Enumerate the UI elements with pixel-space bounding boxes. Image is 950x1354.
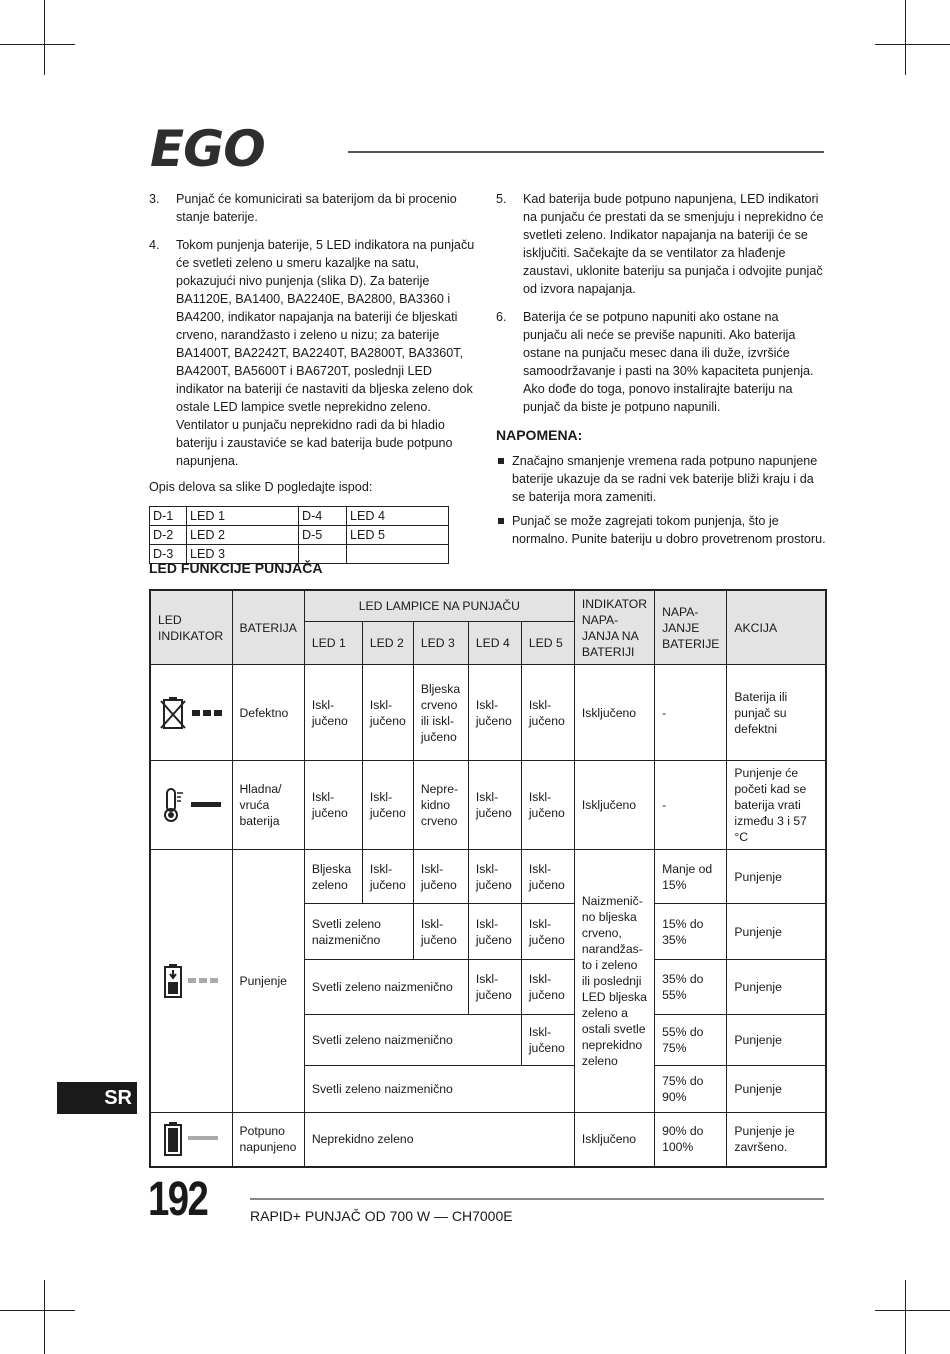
parts-table bbox=[149, 506, 449, 564]
table-cell: D-5 bbox=[299, 526, 347, 545]
gray-dashed-bar-icon bbox=[188, 978, 218, 984]
led-cell: Iskl-jučeno bbox=[304, 761, 362, 850]
battery-cell: Punjenje bbox=[232, 850, 304, 1113]
led-cell: Svetli zeleno naizmenično bbox=[304, 1015, 521, 1066]
led-cell: Iskl-jučeno bbox=[521, 904, 574, 960]
list-item bbox=[496, 190, 826, 298]
section-title: LED FUNKCIJE PUNJAČA bbox=[149, 560, 323, 576]
col-led3: LED 3 bbox=[413, 622, 468, 665]
led-cell: Iskl-jučeno bbox=[468, 665, 521, 761]
table-cell: LED 1 bbox=[187, 507, 299, 526]
table-cell bbox=[347, 545, 449, 564]
table-row bbox=[150, 665, 826, 761]
crop-mark bbox=[0, 44, 75, 45]
led-cell: Iskl-jučeno bbox=[468, 960, 521, 1015]
led-cell: Svetli zeleno naizmenično bbox=[304, 904, 413, 960]
item-number: 6. bbox=[496, 310, 507, 324]
led-cell: Iskl-jučeno bbox=[468, 761, 521, 850]
crop-mark bbox=[875, 44, 950, 45]
right-column bbox=[496, 190, 826, 554]
table-cell: LED 2 bbox=[187, 526, 299, 545]
crop-mark bbox=[905, 1280, 906, 1354]
dashed-bar-icon bbox=[192, 710, 222, 716]
action-cell: Punjenje je završeno. bbox=[727, 1113, 826, 1167]
col-led2: LED 2 bbox=[362, 622, 413, 665]
header-rule bbox=[348, 151, 824, 153]
action-cell: Punjenje bbox=[727, 904, 826, 960]
led-functions-table bbox=[149, 589, 827, 1168]
item-text: Kad baterija bude potpuno napunjena, LED indikatori na punjaču će prestati da se smenjuju i neprekidno će svetleti zeleno. Indikator napajanja na bateriji će se isključiti. Sačekajte da se ventilator za hlađenje zaustavi, uklonite bateriju sa punjača i odvojite punjač od izvora napajanja. bbox=[523, 192, 824, 296]
indicator-cell bbox=[150, 850, 232, 1113]
table-row bbox=[150, 850, 826, 904]
table-cell: LED 4 bbox=[347, 507, 449, 526]
led-cell: Iskl-jučeno bbox=[468, 904, 521, 960]
led-cell: Iskl-jučeno bbox=[362, 850, 413, 904]
action-cell: Baterija ili punjač su defektni bbox=[727, 665, 826, 761]
led-cell: Neprekidno zeleno bbox=[304, 1113, 574, 1167]
battery-cell: Hladna/ vruća baterija bbox=[232, 761, 304, 850]
battery-cell: Defektno bbox=[232, 665, 304, 761]
action-cell: Punjenje bbox=[727, 850, 826, 904]
header-row bbox=[150, 590, 826, 622]
action-cell: Punjenje bbox=[727, 1015, 826, 1066]
led-cell: Bljeska zeleno bbox=[304, 850, 362, 904]
charge-cell: 55% do 75% bbox=[655, 1015, 727, 1066]
action-cell: Punjenje bbox=[727, 960, 826, 1015]
led-cell: Iskl-jučeno bbox=[362, 665, 413, 761]
footer-title: RAPID+ PUNJAČ OD 700 W — CH7000E bbox=[250, 1208, 513, 1224]
item-number: 5. bbox=[496, 192, 507, 206]
list-item bbox=[149, 190, 477, 226]
col-action: AKCIJA bbox=[727, 590, 826, 665]
item-text: Tokom punjenja baterije, 5 LED indikatora na punjaču će svetleti zeleno u smeru kazaljke na satu, pokazujući nivo punjenja (slika D). Za baterije BA1120E, BA1400, BA2240E, BA2800, BA3360 i BA4200, indikator napajanja na bateriji će bljeskati crveno, narandžasto i zeleno u nizu; za baterije BA1400T, BA2242T, BA2240T, BA2800T, BA3360T, BA4200T, BA5600T i BA6720T, poslednji LED indikator na bateriji će nastaviti da bljeska zeleno dok ostale LED lampice svetle neprekidno zeleno. Ventilator u punjaču neprekidno radi da bi hladio bateriju i zaustaviće se kad baterija bude potpuno napunjena. bbox=[176, 238, 475, 468]
indicator-cell bbox=[150, 761, 232, 850]
language-tab: SR bbox=[57, 1082, 137, 1114]
col-led-indicator: LED INDIKATOR bbox=[150, 590, 232, 665]
temperature-indicator bbox=[158, 787, 225, 823]
charge-cell: 90% do 100% bbox=[655, 1113, 727, 1167]
charge-cell: 35% do 55% bbox=[655, 960, 727, 1015]
crop-mark bbox=[0, 1310, 75, 1311]
led-cell: Bljeska crveno ili iskl-jučeno bbox=[413, 665, 468, 761]
gray-solid-bar-icon bbox=[188, 1136, 218, 1142]
note-item bbox=[496, 512, 826, 548]
table-row bbox=[150, 507, 449, 526]
table-cell: LED 5 bbox=[347, 526, 449, 545]
col-leds: LED LAMPICE NA PUNJAČU bbox=[304, 590, 574, 622]
col-charge: NAPA-JANJE BATERIJE bbox=[655, 590, 727, 665]
left-column bbox=[149, 190, 477, 564]
crop-mark bbox=[44, 0, 45, 75]
led-cell: Iskl-jučeno bbox=[413, 850, 468, 904]
led-cell: Iskl-jučeno bbox=[521, 665, 574, 761]
led-cell: Iskl-jučeno bbox=[413, 904, 468, 960]
charge-cell: 75% do 90% bbox=[655, 1066, 727, 1113]
indicator-state-cell: Isključeno bbox=[574, 1113, 654, 1167]
table-cell: D-3 bbox=[150, 545, 187, 564]
action-cell: Punjenje bbox=[727, 1066, 826, 1113]
led-cell: Iskl-jučeno bbox=[521, 850, 574, 904]
list-item bbox=[496, 308, 826, 416]
charging-indicator bbox=[158, 964, 225, 998]
indicator-state-cell: Isključeno bbox=[574, 665, 654, 761]
led-cell: Iskl-jučeno bbox=[304, 665, 362, 761]
charge-cell: - bbox=[655, 761, 727, 850]
battery-cell: Potpuno napunjeno bbox=[232, 1113, 304, 1167]
battery-charging-icon bbox=[164, 964, 182, 998]
charge-cell: - bbox=[655, 665, 727, 761]
col-led1: LED 1 bbox=[304, 622, 362, 665]
table-row bbox=[150, 761, 826, 850]
led-cell: Iskl-jučeno bbox=[521, 761, 574, 850]
table-row bbox=[150, 526, 449, 545]
note-item bbox=[496, 452, 826, 506]
note-title: NAPOMENA: bbox=[496, 427, 583, 443]
bullet-icon bbox=[498, 518, 504, 524]
list-item bbox=[149, 236, 477, 470]
indicator-state-cell: Isključeno bbox=[574, 761, 654, 850]
indicator-cell bbox=[150, 665, 232, 761]
charge-cell: Manje od 15% bbox=[655, 850, 727, 904]
full-indicator bbox=[158, 1122, 225, 1156]
crop-mark bbox=[905, 0, 906, 75]
ego-logo: EGO bbox=[150, 120, 265, 178]
charge-cell: 15% do 35% bbox=[655, 904, 727, 960]
note-text: Značajno smanjenje vremena rada potpuno napunjene baterije ukazuje da se radni vek baterije bliži kraju i da se baterija mora zameniti. bbox=[512, 454, 818, 504]
page-number: 192 bbox=[148, 1173, 208, 1226]
bullet-icon bbox=[498, 458, 504, 464]
crop-mark bbox=[875, 1310, 950, 1311]
action-cell: Punjenje će početi kad se baterija vrati između 3 i 57 °C bbox=[727, 761, 826, 850]
led-cell: Iskl-jučeno bbox=[521, 1015, 574, 1066]
table-cell: D-4 bbox=[299, 507, 347, 526]
led-cell: Svetli zeleno naizmenično bbox=[304, 1066, 574, 1113]
indicator-state-cell: Naizmenič-no bljeska crveno, narandžas-to i zeleno ili poslednji LED bljeska zeleno a ostali svetle neprekidno zeleno bbox=[574, 850, 654, 1113]
table-cell: D-2 bbox=[150, 526, 187, 545]
battery-crossed-icon bbox=[160, 696, 186, 730]
table-cell: D-1 bbox=[150, 507, 187, 526]
led-cell: Iskl-jučeno bbox=[521, 960, 574, 1015]
led-cell: Iskl-jučeno bbox=[362, 761, 413, 850]
led-cell: Svetli zeleno naizmenično bbox=[304, 960, 468, 1015]
crop-mark bbox=[44, 1280, 45, 1354]
col-led4: LED 4 bbox=[468, 622, 521, 665]
item-text: Baterija će se potpuno napuniti ako ostane na punjaču ali neće se previše napuniti. Ako baterija ostane na punjaču mesec dana ili duže, izvršiće samoodržavanje i pasti na 30% kapaciteta punjenja. Ako dođe do toga, ponovo instalirajte bateriju na punjač da biste je potpuno napunili. bbox=[523, 310, 814, 414]
item-text: Punjač će komunicirati sa baterijom da bi procenio stanje baterije. bbox=[176, 192, 457, 224]
battery-full-icon bbox=[164, 1122, 182, 1156]
led-cell: Iskl-jučeno bbox=[468, 850, 521, 904]
table-cell: LED 3 bbox=[187, 545, 299, 564]
defective-indicator bbox=[158, 696, 225, 730]
col-battery: BATERIJA bbox=[232, 590, 304, 665]
col-led5: LED 5 bbox=[521, 622, 574, 665]
indicator-cell bbox=[150, 1113, 232, 1167]
item-number: 3. bbox=[149, 192, 160, 206]
parts-intro: Opis delova sa slike D pogledajte ispod: bbox=[149, 480, 373, 494]
note-text: Punjač se može zagrejati tokom punjenja, što je normalno. Punite bateriju u dobro provetrenom prostoru. bbox=[512, 514, 826, 546]
table-row bbox=[150, 1113, 826, 1167]
col-power-indicator: INDIKATOR NAPA-JANJA NA BATERIJI bbox=[574, 590, 654, 665]
solid-bar-icon bbox=[191, 802, 221, 808]
item-number: 4. bbox=[149, 238, 160, 252]
thermometer-icon bbox=[161, 787, 185, 823]
led-cell: Nepre-kidno crveno bbox=[413, 761, 468, 850]
footer-rule bbox=[250, 1198, 824, 1200]
